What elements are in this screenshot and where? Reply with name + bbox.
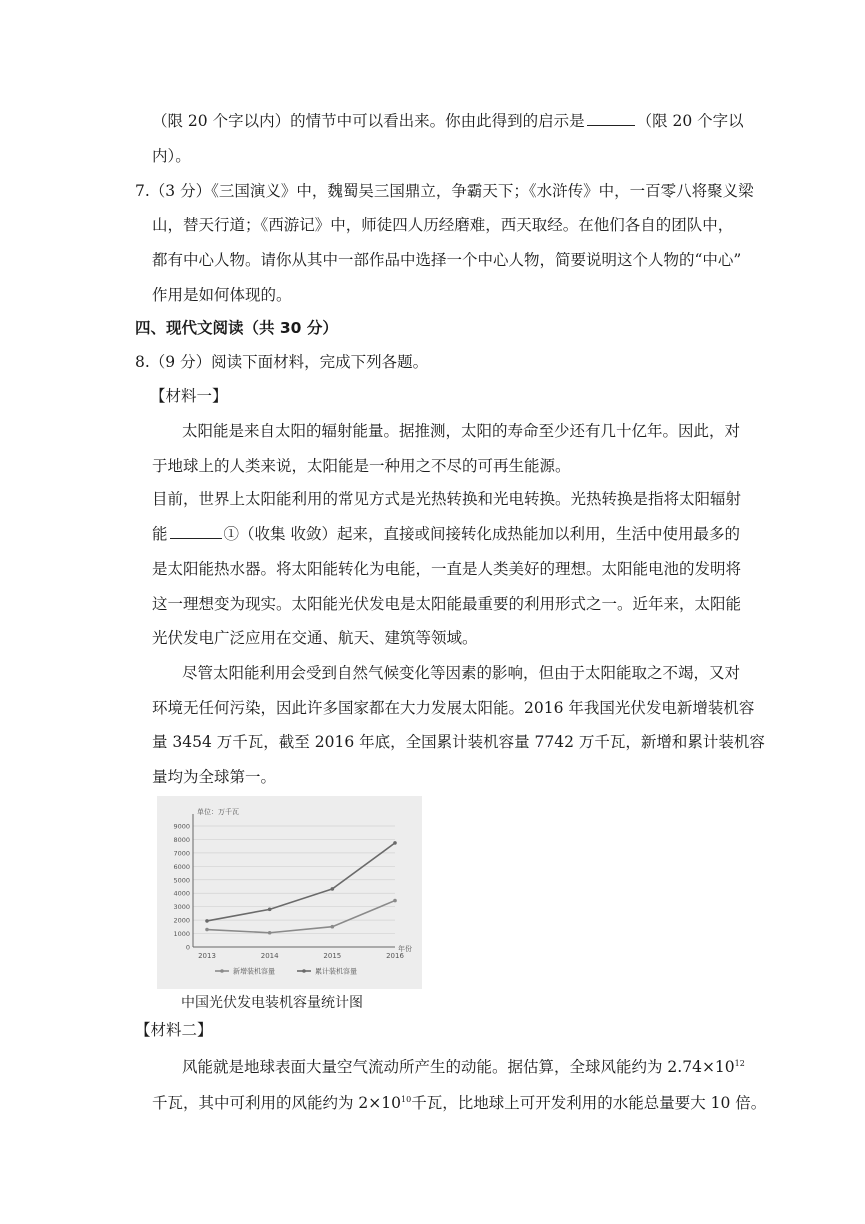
data-point xyxy=(393,841,397,845)
y-tick-label: 2000 xyxy=(173,916,190,925)
capacity-chart xyxy=(157,796,422,989)
data-point xyxy=(331,887,335,891)
p1-line-2: 于地球上的人类来说，太阳能是一种用之不尽的可再生能源。 xyxy=(152,457,571,475)
y-tick-label: 5000 xyxy=(173,876,190,885)
p2-line-5: 光伏发电广泛应用在交通、航天、建筑等领域。 xyxy=(152,629,478,647)
p4-text-a: 风能就是地球表面大量空气流动所产生的动能。据估算，全球风能约为 2.74×10 xyxy=(182,1058,735,1076)
x-axis-label: 年份 xyxy=(398,945,412,953)
x-tick-label: 2015 xyxy=(323,952,342,960)
q6-text-b: （限 20 个字以 xyxy=(636,112,744,130)
p4-text-b: 千瓦，比地球上可开发利用的水能总量要大 10 倍。 xyxy=(411,1094,767,1112)
q7-line-3: 都有中心人物。请你从其中一部作品中选择一个中心人物，简要说明这个人物的“中心” xyxy=(152,251,742,269)
y-tick-label: 0 xyxy=(185,943,190,952)
p2-line-1: 目前，世界上太阳能利用的常见方式是光热转换和光电转换。光热转换是指将太阳辐射 xyxy=(152,490,742,508)
p2-text-a: 能 xyxy=(152,525,168,543)
exponent: 10 xyxy=(401,1095,412,1104)
answer-blank xyxy=(587,111,635,126)
exponent: 12 xyxy=(734,1059,745,1068)
p2-line-3: 是太阳能热水器。将太阳能转化为电能，一直是人类美好的理想。太阳能电池的发明将 xyxy=(152,560,742,578)
unit-label: 单位：万千瓦 xyxy=(197,808,239,816)
x-tick-label: 2016 xyxy=(386,952,404,960)
material-1-title: 【材料一】 xyxy=(150,387,228,405)
data-point xyxy=(205,919,209,923)
chart-svg xyxy=(157,796,422,989)
series-line xyxy=(207,843,395,921)
p3-line-3: 量 3454 万千瓦，截至 2016 年底，全国累计装机容量 7742 万千瓦，新增和累计装机容 xyxy=(152,733,765,751)
p3-line-4: 量均为全球第一。 xyxy=(152,768,277,786)
p3-line-1: 尽管太阳能利用会受到自然气候变化等因素的影响，但由于太阳能取之不竭，又对 xyxy=(182,664,741,682)
chart-labels xyxy=(173,807,412,976)
data-point xyxy=(331,925,335,929)
data-point xyxy=(205,928,209,932)
y-tick-label: 9000 xyxy=(173,822,190,831)
legend-marker xyxy=(302,969,306,973)
p1-line-1: 太阳能是来自太阳的辐射能量。据推测，太阳的寿命至少还有几十亿年。因此，对 xyxy=(182,422,741,440)
y-tick-label: 3000 xyxy=(173,903,190,912)
chart-series xyxy=(205,841,397,934)
x-tick-label: 2013 xyxy=(198,952,216,960)
section-heading: 四、现代文阅读（共 30 分） xyxy=(135,319,338,337)
chart-caption: 中国光伏发电装机容量统计图 xyxy=(181,995,363,1011)
p2-line-4: 这一理想变为现实。太阳能光伏发电是太阳能最重要的利用形式之一。近年来，太阳能 xyxy=(152,595,742,613)
q7-line-1: 7.（3 分）《三国演义》中，魏蜀吴三国鼎立，争霸天下；《水浒传》中，一百零八将聚义梁 xyxy=(135,182,754,200)
p2-line-2 xyxy=(152,524,740,544)
p3-line-2: 环境无任何污染，因此许多国家都在大力发展太阳能。2016 年我国光伏发电新增装机容 xyxy=(152,699,755,717)
q8-intro: 8.（9 分）阅读下面材料，完成下列各题。 xyxy=(135,353,429,371)
chart-axes xyxy=(193,814,395,947)
legend-label: 新增装机容量 xyxy=(233,967,275,976)
x-tick-label: 2014 xyxy=(260,952,279,960)
material-2-title: 【材料二】 xyxy=(135,1021,213,1039)
y-tick-label: 7000 xyxy=(173,849,190,858)
legend-marker xyxy=(220,969,224,973)
data-point xyxy=(268,931,272,935)
q6-line-1 xyxy=(152,111,744,131)
q6-text-a: （限 20 个字以内）的情节中可以看出来。你由此得到的启示是 xyxy=(152,112,585,130)
y-tick-label: 8000 xyxy=(173,835,190,844)
y-tick-label: 4000 xyxy=(173,889,190,898)
q6-line-2: 内）。 xyxy=(152,147,191,165)
answer-blank xyxy=(170,524,222,539)
p4-text-a: 千瓦，其中可利用的风能约为 2×10 xyxy=(152,1094,402,1112)
data-point xyxy=(393,899,397,903)
y-tick-label: 6000 xyxy=(173,862,190,871)
series-line xyxy=(207,901,395,933)
q7-line-4: 作用是如何体现的。 xyxy=(152,286,292,304)
p4-line-2 xyxy=(152,1090,766,1113)
y-tick-label: 1000 xyxy=(173,930,190,939)
p2-text-b: ①（收集 收敛）起来，直接或间接转化成热能加以利用，生活中使用最多的 xyxy=(223,525,740,543)
p4-line-1 xyxy=(182,1054,745,1077)
data-point xyxy=(268,908,272,912)
q7-line-2: 山，替天行道；《西游记》中，师徒四人历经磨难，西天取经。在他们各自的团队中， xyxy=(152,216,734,234)
legend-label: 累计装机容量 xyxy=(315,967,357,976)
